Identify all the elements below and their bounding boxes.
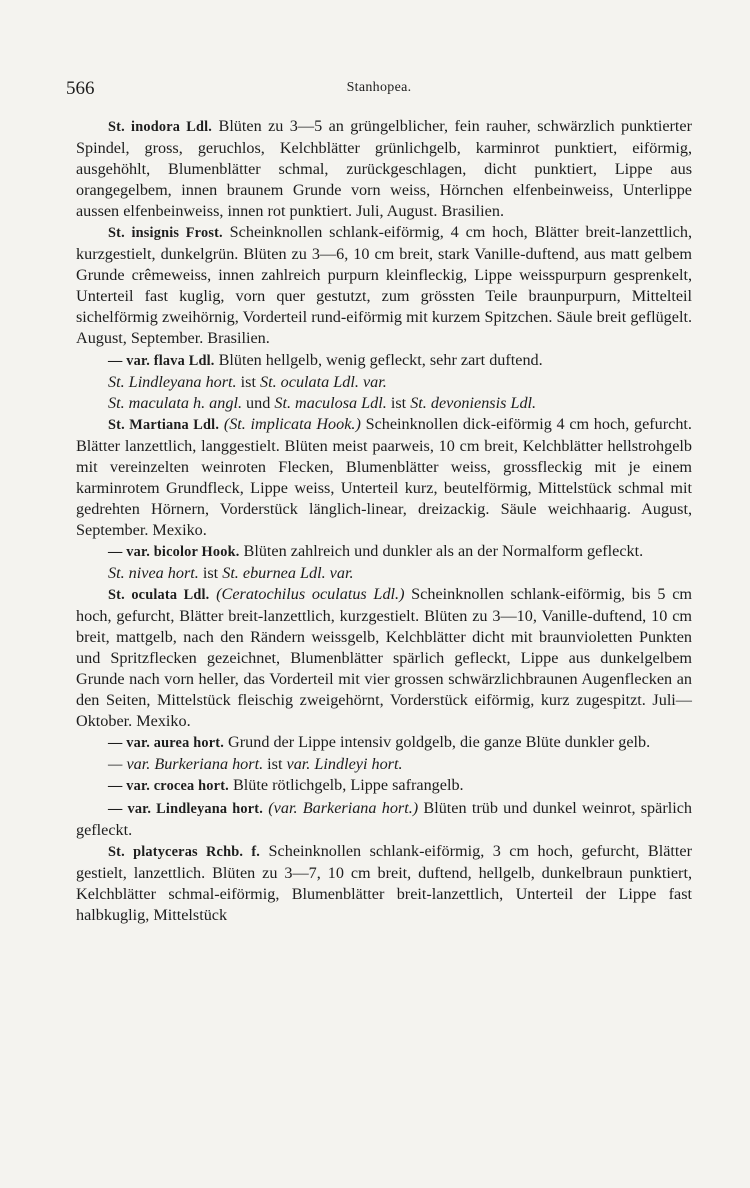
species-description: Blüten zu 3—5 an grüngelblicher, fein rauher, schwärzlich punktierter Spindel, gross, geruchlos, Kelchblätter grünlichgelb, karminrot punktiert, eiförmig, ausgehöhlt, Blumenblätter schmal, zurückgeschlagen, dicht punktiert, Lippe aus orangegelbem, innen braunem Grunde vorn weiss, Hörnchen elfenbeinweiss, Unterlippe aussen elfenbeinweiss, innen rot punktiert. Juli, August. Brasilien.: [76, 117, 692, 221]
species-description: Scheinknollen schlank-eiförmig, 4 cm hoch, Blätter breit-lanzettlich, kurzgestielt, dunkelgrün. Blüten zu 3—6, 10 cm breit, stark Vanille-duftend, aus matt gelbem Grunde crêmeweiss, innen zahlreich purpurn kleinfleckig, Lippe weisspurpurn gesprenkelt, Unterteil fast kuglig, vorn quer gestutzt, zum grössten Teile braunpurpurn, Mittelteil sichelförmig zweihörnig, Vorderteil rund-eiförmig mit kurzem Spitzchen. Säule breit geflügelt. August, September. Brasilien.: [76, 223, 693, 348]
synonym-name: — var. Burkeriana hort.: [108, 755, 264, 774]
synonym-name: St. nivea hort.: [108, 563, 199, 582]
variety-name: — var. aurea hort.: [108, 735, 224, 752]
entry-martiana: [76, 414, 692, 541]
variety-name: — var. bicolor Hook.: [108, 543, 240, 560]
synonym-lindleyana: [76, 372, 692, 393]
species-name: St. platyceras Rchb. f.: [108, 843, 261, 860]
synonym-connector: und: [242, 393, 275, 412]
variety-description: Blüten trüb und dunkel weinrot, spärlich gefleckt.: [76, 798, 692, 839]
variety-name: — var. flava Ldl.: [108, 352, 215, 369]
synonym-target: St. devoniensis Ldl.: [410, 393, 537, 412]
synonym-connector: ist: [386, 393, 411, 412]
entry-insignis-flava: [76, 350, 692, 372]
species-synonym-citation: (Ceratochilus oculatus Ldl.): [209, 585, 405, 604]
running-title: Stanhopea.: [346, 80, 412, 95]
variety-name: — var. Lindleyana hort.: [108, 800, 264, 817]
entry-inodora: [76, 116, 692, 222]
synonym-name-second: St. maculosa Ldl.: [274, 393, 387, 412]
entry-oculata-aurea: [76, 732, 692, 754]
species-description: Scheinknollen schlank-eiförmig, 3 cm hoch, gefurcht, Blätter gestielt, lanzettlich. Blüten zu 3—7, 10 cm breit, duftend, hellgelb, dunkelbraun punktiert, Kelchblätter schmal-eiförmig, Blumenblätter breit-lanzettlich, Unterteil der Lippe fast halbkuglig, Mittelstück: [76, 841, 692, 924]
page-header: [66, 78, 692, 104]
species-name: St. insignis Frost.: [108, 225, 223, 242]
synonym-maculata: [76, 393, 692, 414]
synonym-connector: ist: [236, 372, 260, 391]
entry-insignis: [76, 222, 692, 349]
species-name: St. Martiana Ldl.: [108, 416, 220, 433]
species-name: St. oculata Ldl.: [108, 587, 210, 604]
species-synonym-citation: (St. implicata Hook.): [219, 414, 361, 433]
variety-description: Blüte rötlichgelb, Lippe safrangelb.: [228, 776, 464, 795]
entry-oculata: [76, 584, 692, 732]
species-description: Scheinknollen dick-eiförmig 4 cm hoch, gefurcht. Blätter lanzettlich, langgestielt. Blüten meist paarweis, 10 cm breit, Kelchblätter hellstrohgelb mit vereinzelten weinroten Flecken, Blumenblätter weiss, grossfleckig mit je einem karminrotem Grundfleck, Lippe weiss, Unterteil kurz, beutelförmig, Mittelstück schmal mit gedrehten Hörnern, Vorderstück länglich-linear, dreizackig. Säule weichhaarig. August, September. Mexiko.: [76, 414, 692, 539]
variety-description: Blüten zahlreich und dunkler als an der Normalform gefleckt.: [239, 541, 644, 560]
synonym-target: St. oculata Ldl. var.: [260, 372, 387, 391]
entry-oculata-lindleyana: [76, 798, 692, 841]
variety-description: Blüten hellgelb, wenig gefleckt, sehr zart duftend.: [214, 350, 543, 369]
synonym-target: St. eburnea Ldl. var.: [222, 563, 354, 582]
entry-martiana-bicolor: [76, 541, 692, 563]
synonym-connector: ist: [198, 563, 223, 582]
synonym-target: var. Lindleyi hort.: [286, 755, 403, 774]
page-body: [76, 116, 692, 926]
entry-platyceras: [76, 841, 692, 926]
species-description: Scheinknollen schlank-eiförmig, bis 5 cm hoch, gefurcht, Blätter breit-lanzettlich, kurzgestielt. Blüten zu 3—10, Vanille-duftend, 10 cm breit, mattgelb, nach den Rändern weissgelb, Kelchblätter dicht mit braunvioletten Punkten und Spritzflecken gezeichnet, Blumenblätter spärlich gefleckt, Lippe aus dunkelgelbem Grunde nach vorn heller, das Vorderteil mit vier grossen schwärzlichbraunen Augenflecken an den Seiten, Mittelstück fleischig zweigehörnt, Vorderstück eiförmig, kurz zugespitzt. Juli—Oktober. Mexiko.: [76, 585, 692, 731]
variety-description: Grund der Lippe intensiv goldgelb, die ganze Blüte dunkler gelb.: [224, 733, 651, 752]
synonym-name: St. maculata h. angl.: [108, 393, 242, 412]
page-number: 566: [66, 78, 95, 99]
variety-synonym-citation: (var. Barkeriana hort.): [263, 798, 419, 817]
synonym-nivea: [76, 563, 692, 584]
synonym-connector: ist: [263, 755, 287, 774]
variety-name: — var. crocea hort.: [108, 778, 229, 795]
synonym-burkeriana: [76, 754, 692, 775]
species-name: St. inodora Ldl.: [108, 119, 213, 135]
synonym-name: St. Lindleyana hort.: [108, 372, 237, 391]
entry-oculata-crocea: [76, 775, 692, 797]
